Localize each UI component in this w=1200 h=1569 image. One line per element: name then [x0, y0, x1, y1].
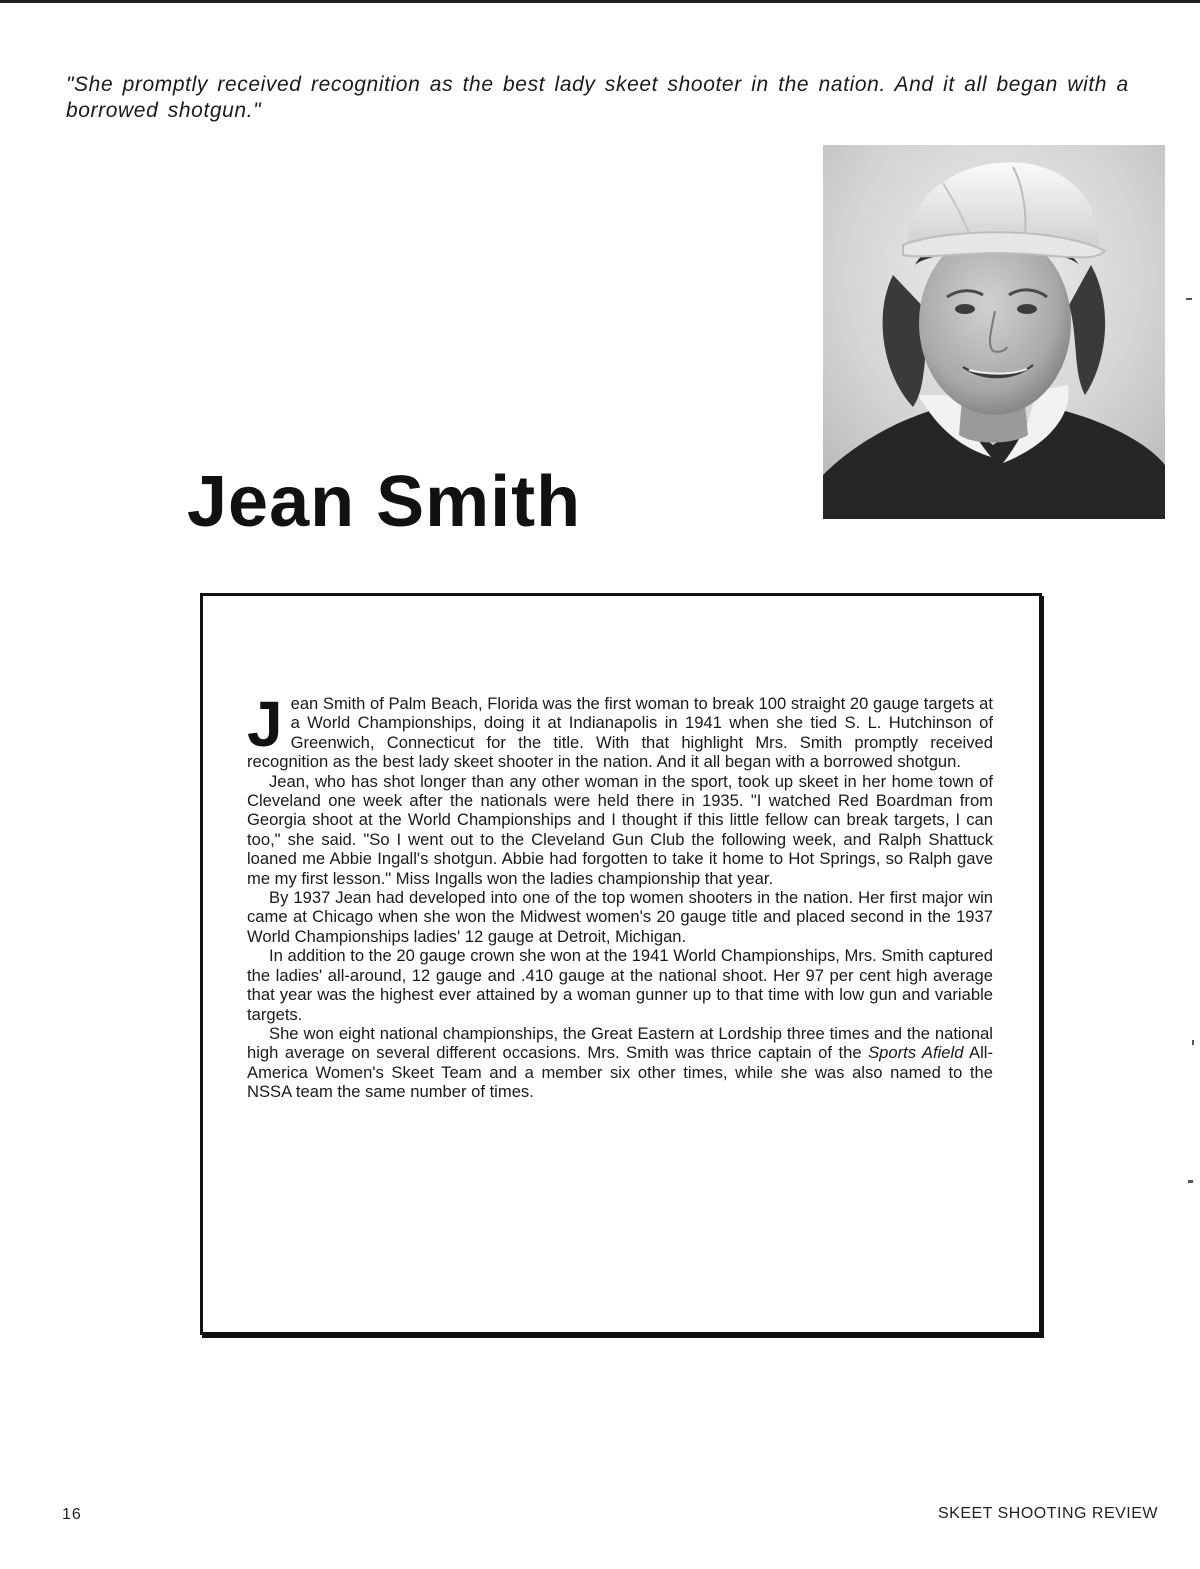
- bio-paragraph-4: In addition to the 20 gauge crown she won at the 1941 World Championships, Mrs. Smith captured the ladies' all-around, 12 gauge and .410 gauge at the national shoot. Her 97 per cent high average that year was the highest ever attained by a woman gunner up to that time with low gun and variable targets.: [247, 946, 993, 1024]
- bio-paragraph-1: [247, 688, 993, 772]
- bio-paragraph-5-start: She won eight national championships, the Great Eastern at Lordship three times and the national high average on several different occasions. Mrs. Smith was thrice captain of the: [247, 1023, 993, 1063]
- bio-box: [200, 593, 1042, 1335]
- scan-speck: [1192, 1040, 1194, 1045]
- page-title: Jean Smith: [187, 462, 582, 542]
- bio-paragraph-2: Jean, who has shot longer than any other woman in the sport, took up skeet in her home town of Cleveland one week after the nationals were held there in 1935. "I watched Red Boardman from Georgia shoot at the World Championships and I thought if this little fellow can break targets, I can too," she said. "So I went out to the Cleveland Gun Club the following week, and Ralph Shattuck loaned me Abbie Ingall's shotgun. Abbie had forgotten to take it home to Hot Springs, so Ralph gave me my first lesson." Miss Ingalls won the ladies championship that year.: [247, 771, 993, 888]
- portrait-photo: [823, 145, 1165, 519]
- pull-quote: "She promptly received recognition as the best lady skeet shooter in the nation. And it all began with a borrowed shotgun.": [66, 73, 1129, 122]
- bio-paragraph-5: [247, 1024, 993, 1102]
- top-rule: [0, 0, 1200, 3]
- magazine-name: Sports Afield: [868, 1043, 964, 1063]
- drop-cap: J: [247, 688, 283, 760]
- scan-speck: [1188, 1180, 1193, 1183]
- bio-paragraph-3: By 1937 Jean had developed into one of the top women shooters in the nation. Her first major win came at Chicago when she won the Midwest women's 20 gauge title and placed second in the 1937 World Championships ladies' 12 gauge at Detroit, Michigan.: [247, 888, 993, 946]
- bio-paragraph-1-text: ean Smith of Palm Beach, Florida was the first woman to break 100 straight 20 gauge targets at a World Championships, doing it at Indianapolis in 1941 when she tied S. L. Hutchinson of Greenwich, Connecticut for the title. With that highlight Mrs. Smith promptly received recognition as the best lady skeet shooter in the nation. And it all began with a borrowed shotgun.: [247, 694, 993, 772]
- scan-speck: [1186, 298, 1192, 300]
- bio-text: [247, 688, 993, 1102]
- bio-paragraph-5-end: All-America Women's Skeet Team and a member six other times, while she was also named to the NSSA team the same number of times.: [247, 1043, 993, 1102]
- page-number: 16: [62, 1506, 82, 1523]
- publication-name: SKEET SHOOTING REVIEW: [937, 1505, 1158, 1522]
